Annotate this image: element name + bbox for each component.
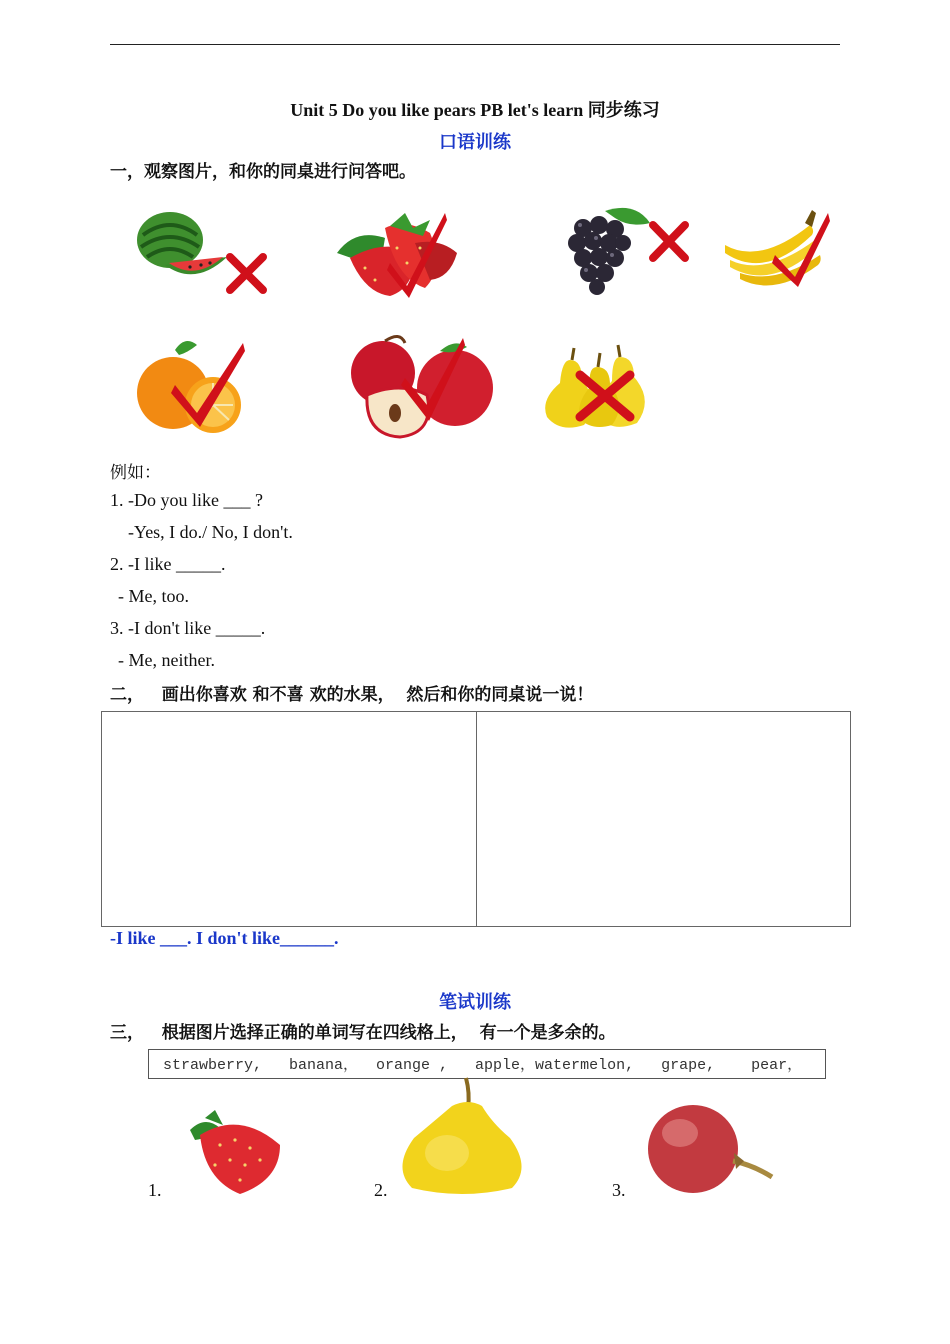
section-oral-heading: 口语训练 <box>439 132 511 153</box>
watermelon-icon <box>135 205 275 300</box>
cross-mark <box>230 257 263 290</box>
like-sentence: -I like ___. I don't like______. <box>110 928 339 948</box>
draw-box-like[interactable] <box>102 712 476 926</box>
section-written-heading: 笔试训练 <box>439 992 511 1013</box>
dialog-line-6: - Me, neither. <box>118 650 215 670</box>
dialog-line-5: 3. -I don't like _____. <box>110 618 266 638</box>
dialog-line-1: 1. -Do you like ___ ? <box>110 490 263 510</box>
item-number-2: 2. <box>374 1180 388 1200</box>
example-label: 例如： <box>110 463 161 482</box>
drawing-table <box>101 711 851 927</box>
pear-icon <box>542 345 652 430</box>
orange-icon <box>135 335 250 435</box>
strawberry-icon <box>335 208 465 300</box>
dialog-line-2: -Yes, I do./ No, I don't. <box>128 522 293 542</box>
item-number-1: 1. <box>148 1180 162 1200</box>
grape-icon <box>565 203 695 298</box>
question-3: 三， 根据图片选择正确的单词写在四线格上， 有一个是多余的。 <box>110 1023 616 1043</box>
pear-icon <box>392 1078 532 1196</box>
cross-mark <box>653 225 685 258</box>
grape-icon <box>648 1103 778 1197</box>
question-2: 二， 画出你喜欢 和不喜 欢的水果， 然后和你的同桌说一说！ <box>110 685 594 705</box>
item-number-3: 3. <box>612 1180 626 1200</box>
draw-box-dislike[interactable] <box>476 712 851 926</box>
dialog-line-3: 2. -I like _____. <box>110 554 226 574</box>
banana-icon <box>720 205 830 285</box>
strawberry-icon <box>185 1110 285 1195</box>
page-title: Unit 5 Do you like pears PB let's learn 同步练习 <box>290 100 660 120</box>
question-1: 一，观察图片，和你的同桌进行问答吧。 <box>110 162 416 182</box>
dialog-line-4: - Me, too. <box>118 586 189 606</box>
header-rule <box>110 44 840 45</box>
word-bank: strawberry, banana， orange , apple，watermelon, grape, pear， <box>148 1049 826 1079</box>
apple-icon <box>345 333 495 441</box>
